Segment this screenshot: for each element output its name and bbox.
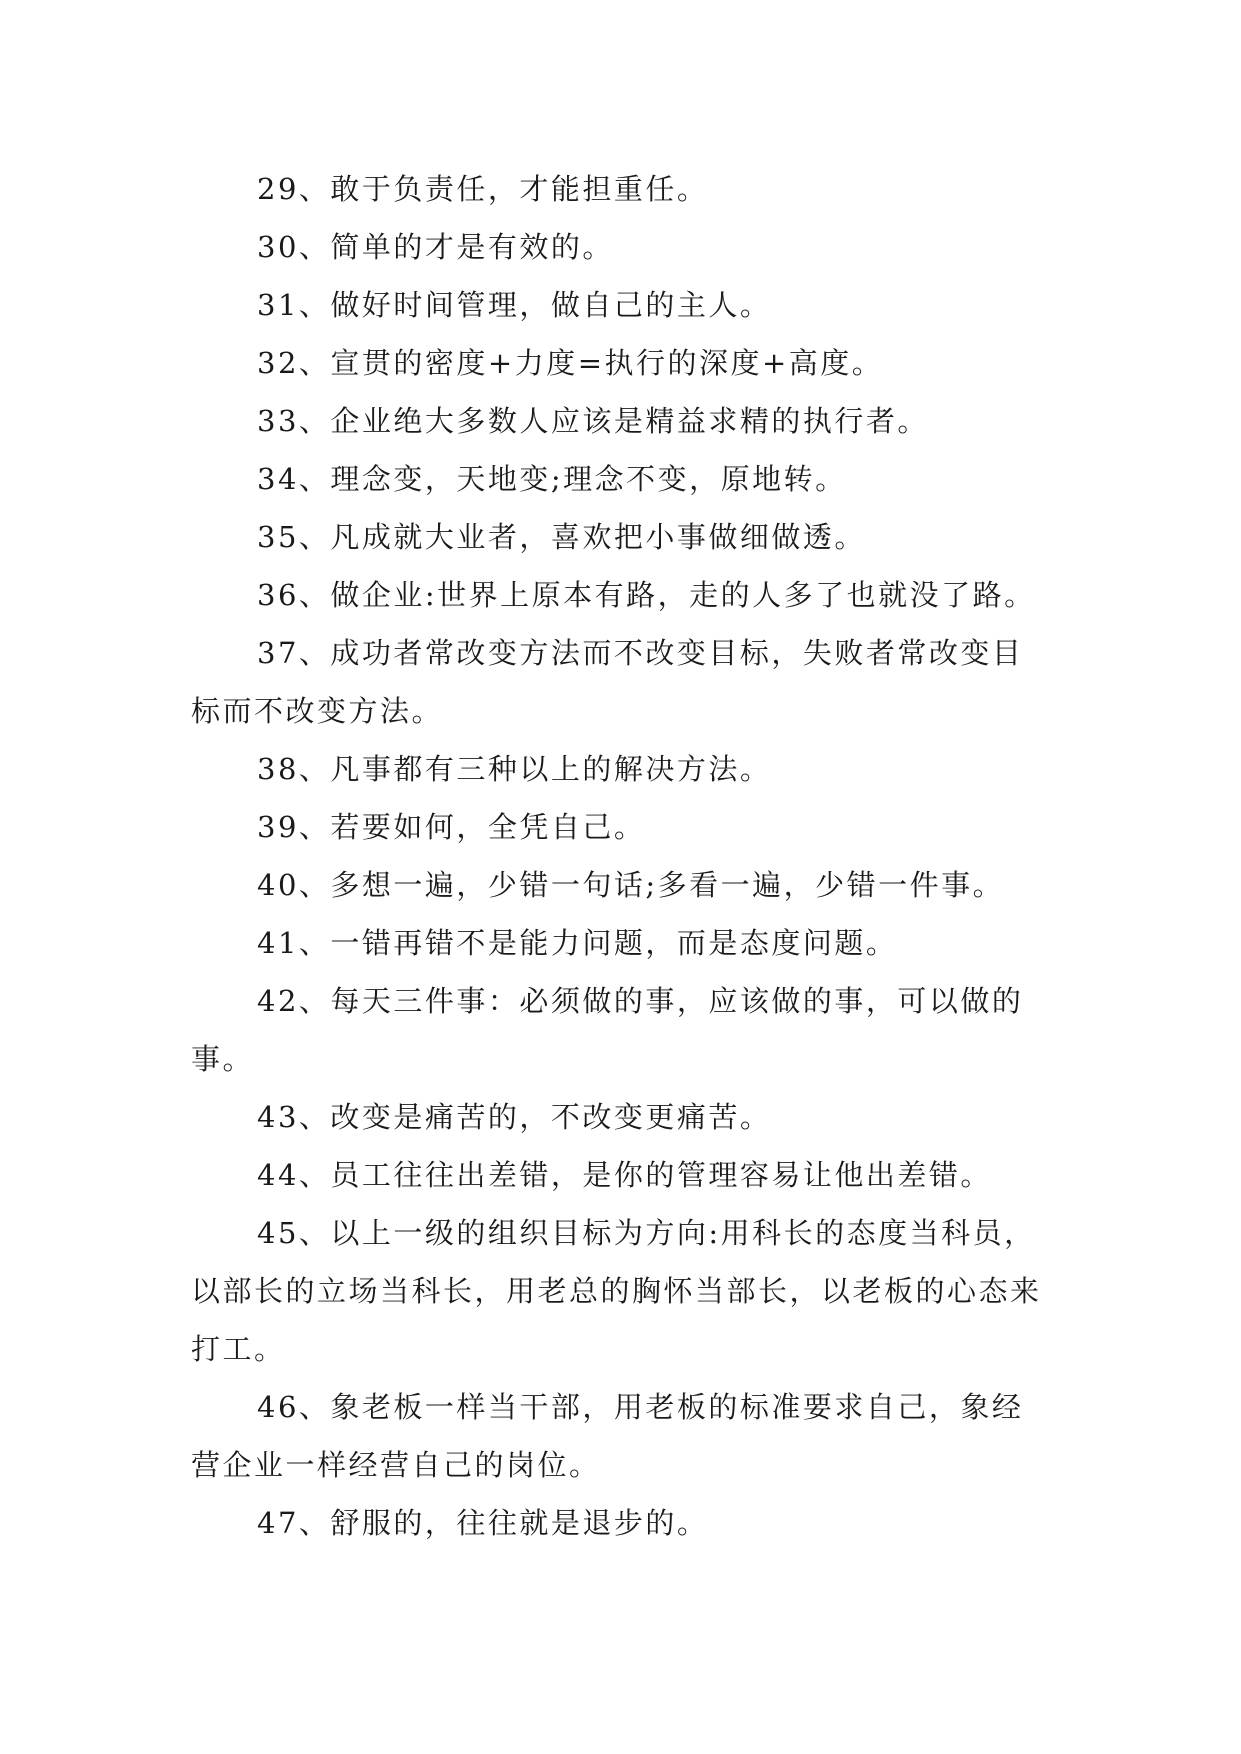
paragraph-34: 34、理念变，天地变;理念不变，原地转。 <box>257 462 847 496</box>
paragraph-37: 37、成功者常改变方法而不改变目标，失败者常改变目标而不改变方法。 <box>191 636 1024 728</box>
paragraph-43: 43、改变是痛苦的，不改变更痛苦。 <box>257 1100 772 1134</box>
paragraph-32: 32、宣贯的密度+力度=执行的深度+高度。 <box>257 346 884 380</box>
paragraph-46: 46、象老板一样当干部，用老板的标准要求自己，象经营企业一样经营自己的岗位。 <box>191 1390 1024 1482</box>
paragraph-40: 40、多想一遍，少错一句话;多看一遍，少错一件事。 <box>257 868 1005 902</box>
paragraph-35: 35、凡成就大业者，喜欢把小事做细做透。 <box>257 520 866 554</box>
paragraph-29: 29、敢于负责任，才能担重任。 <box>257 172 709 206</box>
paragraph-31: 31、做好时间管理，做自己的主人。 <box>257 288 772 322</box>
paragraph-33: 33、企业绝大多数人应该是精益求精的执行者。 <box>257 404 929 438</box>
paragraph-42: 42、每天三件事：必须做的事，应该做的事，可以做的事。 <box>191 984 1024 1076</box>
paragraph-38: 38、凡事都有三种以上的解决方法。 <box>257 752 772 786</box>
paragraph-45: 45、以上一级的组织目标为方向:用科长的态度当科员，以部长的立场当科长，用老总的胸怀当部长，以老板的心态来打工。 <box>191 1216 1042 1366</box>
paragraph-47: 47、舒服的，往往就是退步的。 <box>257 1506 709 1540</box>
paragraph-41: 41、一错再错不是能力问题，而是态度问题。 <box>257 926 898 960</box>
paragraph-44: 44、员工往往出差错，是你的管理容易让他出差错。 <box>257 1158 992 1192</box>
paragraph-30: 30、简单的才是有效的。 <box>257 230 614 264</box>
paragraph-36: 36、做企业:世界上原本有路，走的人多了也就没了路。 <box>257 578 1036 612</box>
document-body <box>191 160 1051 1552</box>
paragraph-39: 39、若要如何，全凭自己。 <box>257 810 646 844</box>
